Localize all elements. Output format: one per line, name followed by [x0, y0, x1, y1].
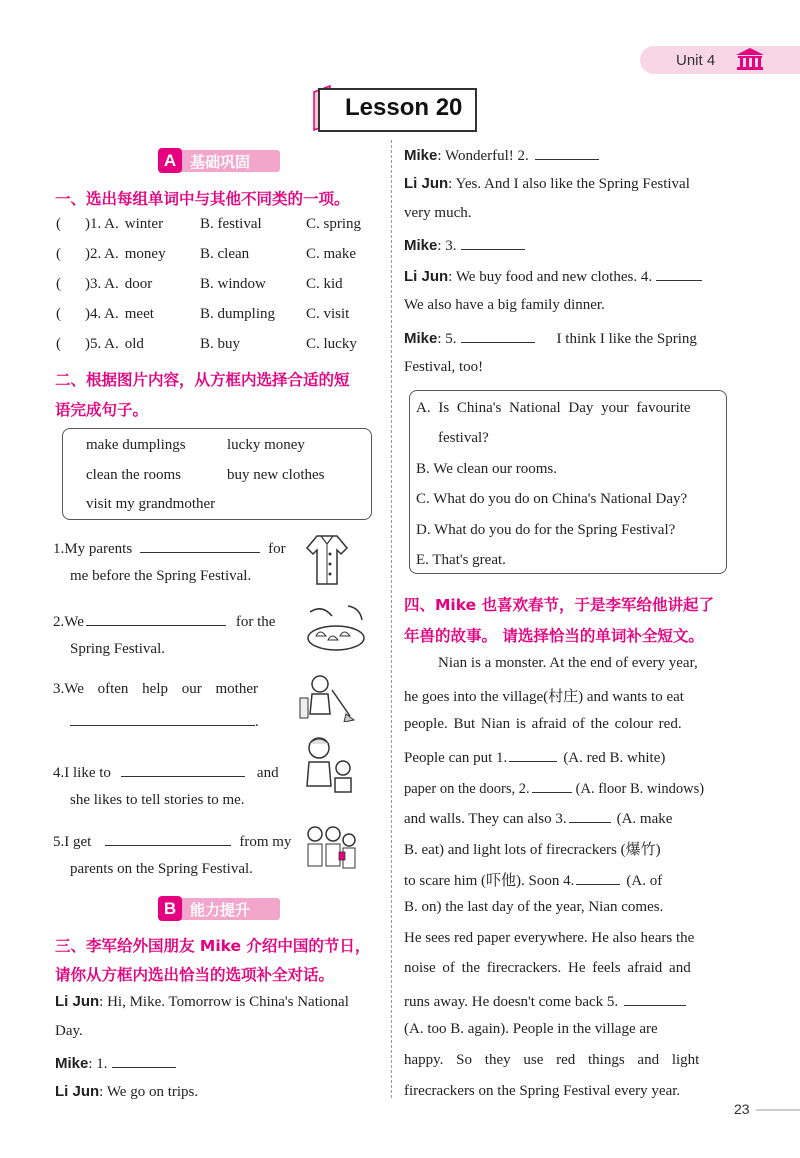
passage-line: People can put 1. (A. red B. white) — [404, 747, 665, 767]
sentence-4: 4.I like to and — [53, 762, 279, 782]
q1-row: ( )3. A. door — [56, 276, 153, 292]
q1-option-c: C. visit — [306, 306, 350, 322]
section-b-title: 能力提升 — [190, 901, 251, 919]
passage-line: He sees red paper everywhere. He also hears the — [404, 930, 695, 946]
option-a-cont: festival? — [438, 430, 489, 446]
dialogue-line: Mike: 1. — [55, 1053, 176, 1073]
sentence-4-cont: she likes to tell stories to me. — [70, 792, 245, 808]
option-c: C. What do you do on China's National Day? — [416, 491, 688, 507]
passage-line: to scare him (吓他). Soon 4. (A. of — [404, 869, 662, 890]
dialogue-line: Li Jun: Hi, Mike. Tomorrow is China's National — [55, 993, 349, 1010]
q1-row: ( )4. A. meet — [56, 306, 154, 322]
dialogue-line: Li Jun: We go on trips. — [55, 1083, 199, 1100]
dumplings-illustration — [302, 598, 368, 656]
phrase: make dumplings — [86, 437, 186, 453]
dialogue-line: Mike: 5. I think I like the Spring — [404, 330, 697, 347]
passage-line: Nian is a monster. At the end of every year, — [438, 655, 698, 671]
phrase: buy new clothes — [227, 467, 325, 483]
q1-option-b: B. clean — [200, 246, 250, 262]
q1-option-c: C. kid — [306, 276, 343, 292]
passage-line: B. eat) and light lots of firecrackers (爆竹) — [404, 842, 661, 858]
option-d: D. What do you do for the Spring Festival? — [416, 522, 676, 538]
passage-line: runs away. He doesn't come back 5. — [404, 991, 686, 1011]
grandmother-illustration — [303, 734, 355, 794]
q2-title-cont: 语完成句子。 — [55, 401, 149, 419]
unit-tab — [640, 46, 800, 74]
dialogue-line: Mike: 3. — [404, 235, 525, 255]
passage-line: paper on the doors, 2. (A. floor B. windows) — [404, 778, 704, 798]
q1-option-c: C. make — [306, 246, 356, 262]
sentence-5: 5.I get from my — [53, 831, 291, 851]
dialogue-line: Li Jun: Yes. And I also like the Spring Festival — [404, 175, 690, 192]
page-number: 23 — [734, 1101, 750, 1117]
sentence-2: 2.We for the — [53, 611, 275, 631]
options-box — [409, 390, 727, 574]
passage-line: and walls. They can also 3. (A. make — [404, 808, 672, 828]
dialogue-line-cont: Festival, too! — [404, 359, 484, 375]
sentence-5-cont: parents on the Spring Festival. — [70, 861, 253, 877]
phrase: visit my grandmother — [86, 496, 216, 512]
option-b: B. We clean our rooms. — [416, 461, 557, 477]
option-e: E. That's great. — [416, 552, 506, 568]
page-title: Lesson 20 — [345, 94, 463, 121]
option-a: A. Is China's National Day your favourite — [416, 400, 691, 416]
section-a-title: 基础巩固 — [190, 153, 251, 171]
passage-line: noise of the firecrackers. He feels afraid and — [404, 960, 691, 976]
q1-option-b: B. window — [200, 276, 266, 292]
phrase: clean the rooms — [86, 467, 181, 483]
sentence-1: 1.My parents for — [53, 538, 286, 558]
dialogue-line-cont: very much. — [404, 205, 472, 221]
passage-line: B. on) the last day of the year, Nian comes. — [404, 899, 664, 915]
passage-line: (A. too B. again). People in the village are — [404, 1021, 658, 1037]
sentence-3-cont: . — [70, 711, 259, 731]
dialogue-line-cont: Day. — [55, 1023, 83, 1039]
sentence-1-cont: me before the Spring Festival. — [70, 568, 252, 584]
q1-option-c: C. lucky — [306, 336, 357, 352]
building-icon — [734, 46, 766, 72]
q1-row: ( )5. A. old — [56, 336, 144, 352]
q3-title-cont: 请你从方框内选出恰当的选项补全对话。 — [55, 966, 335, 984]
q1-option-b: B. festival — [200, 216, 262, 232]
dialogue-line: Mike: Wonderful! 2. — [404, 145, 599, 165]
column-divider — [391, 140, 392, 1098]
dialogue-line: Li Jun: We buy food and new clothes. 4. — [404, 266, 702, 286]
dialogue-line-cont: We also have a big family dinner. — [404, 297, 605, 313]
q2-title: 二、根据图片内容，从方框内选择合适的短 — [55, 371, 350, 389]
footer-rule — [756, 1109, 800, 1111]
q1-row: ( )2. A. money — [56, 246, 166, 262]
sentence-2-cont: Spring Festival. — [70, 641, 166, 657]
q4-title-cont: 年兽的故事。 请选择恰当的单词补全短文。 — [404, 627, 704, 645]
passage-line: he goes into the village(村庄) and wants to eat — [404, 689, 684, 705]
section-b-badge: B — [158, 896, 182, 921]
passage-line: happy. So they use red things and light — [404, 1052, 700, 1068]
q3-title: 三、李军给外国朋友 Mike 介绍中国的节日， — [55, 937, 371, 955]
unit-label: Unit 4 — [676, 52, 716, 69]
passage-line: firecrackers on the Spring Festival every year. — [404, 1083, 681, 1099]
sentence-3: 3.We often help our mother — [53, 681, 258, 697]
q1-title: 一、选出每组单词中与其他不同类的一项。 — [55, 190, 350, 208]
q1-option-c: C. spring — [306, 216, 362, 232]
section-a-badge: A — [158, 148, 182, 173]
q1-option-b: B. dumpling — [200, 306, 276, 322]
q1-row: ( )1. A. winter — [56, 216, 164, 232]
passage-line: people. But Nian is afraid of the colour red. — [404, 716, 682, 732]
clothes-illustration — [303, 530, 351, 588]
q1-option-b: B. buy — [200, 336, 241, 352]
phrase: lucky money — [227, 437, 305, 453]
cleaning-illustration — [298, 670, 356, 722]
q4-title: 四、Mike 也喜欢春节，于是李军给他讲起了 — [404, 596, 715, 614]
lucky-money-illustration — [303, 822, 359, 878]
